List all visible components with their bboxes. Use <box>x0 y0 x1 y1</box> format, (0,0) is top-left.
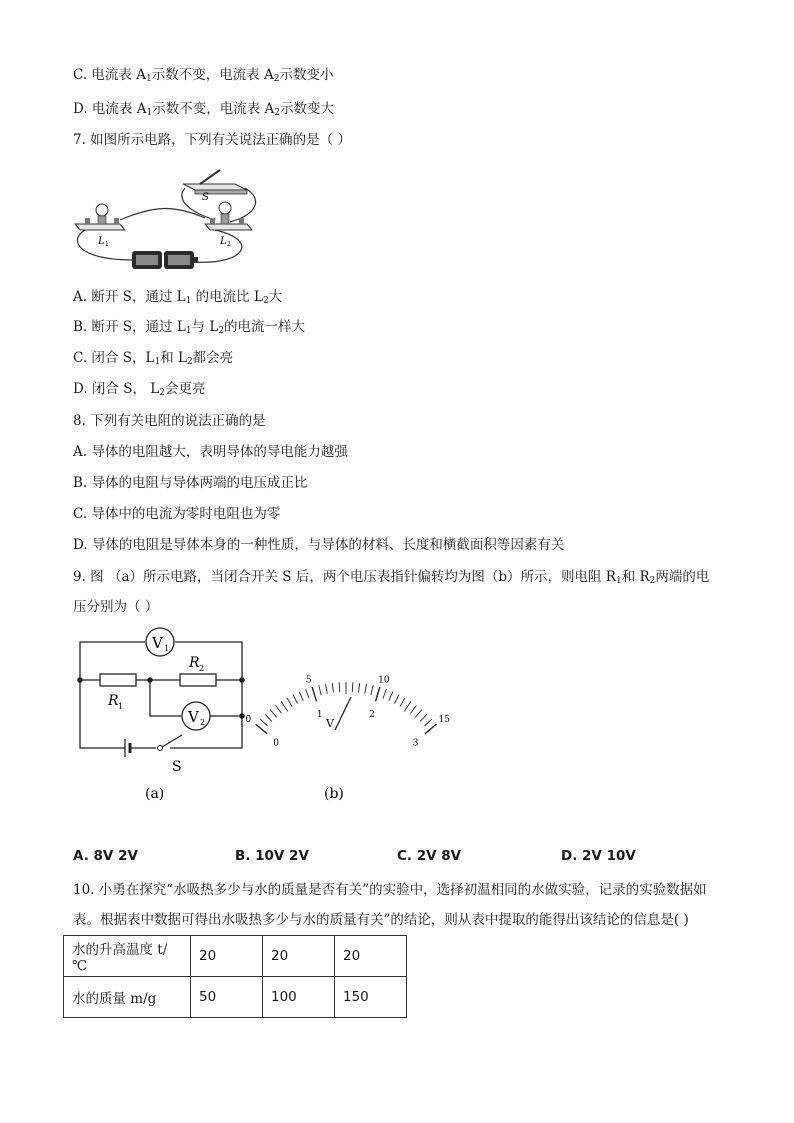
dial-inner-label: 1 <box>316 709 323 720</box>
q9-option-d: D. 2V 10V <box>561 848 636 864</box>
table-row <box>64 936 407 977</box>
voltmeter-v1 <box>146 628 174 656</box>
dial-outer-label: 15 <box>438 715 450 726</box>
q9-circuit-a <box>70 625 260 805</box>
dial-tick <box>265 714 272 721</box>
dial-inner-label: 0 <box>273 738 280 749</box>
dial-tick <box>352 682 353 692</box>
dial-inner-label: 3 <box>412 738 419 749</box>
q8-stem: 8. 下列有关电阻的说法正确的是 <box>73 413 266 429</box>
table-cell: 20 <box>191 936 263 977</box>
dial-tick <box>312 687 316 701</box>
q7-option-c: C. 闭合 S，$L_1$和 $L_2$都会亮 <box>73 350 234 367</box>
svg-text:S: S <box>172 759 182 775</box>
table-cell: 150 <box>335 977 407 1018</box>
dial-tick <box>339 682 340 692</box>
svg-text:V: V <box>152 634 163 652</box>
q7-option-d: D. 闭合 S， $L_2$会更亮 <box>73 381 206 398</box>
svg-text:2: 2 <box>227 241 231 248</box>
q7-option-a: A. 断开 S，通过 $L_1$ 的电流比 $L_2$大 <box>73 289 283 306</box>
table-cell: 100 <box>263 977 335 1018</box>
dial-unit: V <box>326 717 334 730</box>
q9-stem-line1: 9. 图 （a）所示电路，当闭合开关 S 后，两个电压表指针偏转均为图（b）所示，则电阻 $R_1$和 $R_2$两端的电 <box>73 569 710 586</box>
caption-a: (a) <box>145 786 165 802</box>
table-row <box>64 977 407 1018</box>
dial-tick <box>371 685 373 695</box>
q8-option-a: A. 导体的电阻越大，表明导体的导电能力越强 <box>73 444 348 460</box>
table-cell: 20 <box>263 936 335 977</box>
dial-tick <box>383 689 386 698</box>
svg-text:1: 1 <box>105 241 109 248</box>
table-cell: 20 <box>335 936 407 977</box>
svg-text:R: R <box>189 655 200 671</box>
lamp-l2 <box>205 202 252 248</box>
q10-data-table <box>63 935 407 1018</box>
lamp-l2-label: L <box>220 236 227 247</box>
caption-b: (b) <box>324 786 344 802</box>
row-label-mass: 水的质量 m/g <box>64 977 191 1018</box>
dial-tick <box>410 705 416 713</box>
q9-stem-line2: 压分别为（ ） <box>73 599 159 615</box>
q9-option-b: B. 10V 2V <box>235 848 309 864</box>
dial-tick <box>389 692 393 701</box>
dial-tick <box>319 685 321 695</box>
dial-tick <box>415 710 421 718</box>
dial-tick <box>425 719 432 726</box>
dial-tick <box>376 687 380 701</box>
dial-tick <box>260 719 267 726</box>
q6-option-d: D. 电流表 $A_1$示数不变，电流表 $A_2$示数变大 <box>73 101 334 118</box>
q9-option-a: A. 8V 2V <box>73 848 138 864</box>
lamp-l1 <box>75 204 125 248</box>
battery-pack <box>132 251 198 269</box>
svg-text:1: 1 <box>118 702 124 711</box>
switch-s <box>158 735 183 775</box>
switch-s <box>183 170 247 203</box>
svg-text:V: V <box>188 708 199 726</box>
dial-tick <box>404 701 411 711</box>
dial-tick <box>299 692 303 701</box>
dial-tick <box>287 698 292 707</box>
q8-option-c: C. 导体中的电流为零时电阻也为零 <box>73 506 281 522</box>
dial-tick <box>394 695 398 704</box>
dial-tick <box>276 705 282 713</box>
dial-tick <box>400 698 405 707</box>
dial-outer-label: 5 <box>305 675 312 686</box>
resistor-r2 <box>180 655 216 686</box>
svg-text:1: 1 <box>164 644 170 653</box>
dial-tick <box>270 710 276 718</box>
row-label-temperature: 水的升高温度 t/℃ <box>64 936 191 977</box>
table-cell: 50 <box>191 977 263 1018</box>
q10-stem-line2: 表。根据表中数据可得出水吸热多少与水的质量有关”的结论，则从表中提取的能得出该结论的信息是( ) <box>73 912 689 928</box>
dial-tick <box>359 683 360 693</box>
q7-stem: 7. 如图所示电路，下列有关说法正确的是（ ） <box>73 132 351 148</box>
q7-option-b: B. 断开 S，通过 $L_1$与 $L_2$的电流一样大 <box>73 319 306 336</box>
lamp-l1-label: L <box>98 236 105 247</box>
battery <box>125 739 156 757</box>
dial-tick <box>326 684 328 694</box>
dial-tick <box>332 683 333 693</box>
q9-voltmeter-dial-b <box>245 660 450 805</box>
resistor-r1 <box>100 674 136 711</box>
dial-tick <box>256 724 267 734</box>
svg-text:2: 2 <box>199 664 205 673</box>
dial-tick <box>425 724 436 734</box>
svg-text:R: R <box>108 693 119 709</box>
q8-option-d: D. 导体的电阻是导体本身的一种性质，与导体的材料、长度和横截面积等因素有关 <box>73 537 565 553</box>
dial-inner-label: 2 <box>369 709 375 720</box>
dial-tick <box>281 701 288 711</box>
q9-option-c: C. 2V 8V <box>397 848 462 864</box>
q7-circuit-figure <box>65 160 265 280</box>
svg-text:2: 2 <box>200 718 206 727</box>
dial-tick <box>420 714 427 721</box>
q6-option-c: C. 电流表 $A_1$示数不变，电流表 $A_2$示数变小 <box>73 67 334 84</box>
dial-outer-label: 10 <box>378 675 390 686</box>
switch-label: S <box>202 192 209 203</box>
q8-option-b: B. 导体的电阻与导体两端的电压成正比 <box>73 475 308 491</box>
dial-needle <box>335 697 351 730</box>
dial-tick <box>365 684 367 694</box>
q10-stem-line1: 10. 小勇在探究“水吸热多少与水的质量是否有关”的实验中，选择初温相同的水做实验，记录的实验数据如 <box>73 882 707 898</box>
dial-tick <box>293 695 297 704</box>
dial-tick <box>306 689 309 698</box>
voltmeter-v2 <box>182 702 210 730</box>
dial-outer-label: 0 <box>245 715 252 726</box>
